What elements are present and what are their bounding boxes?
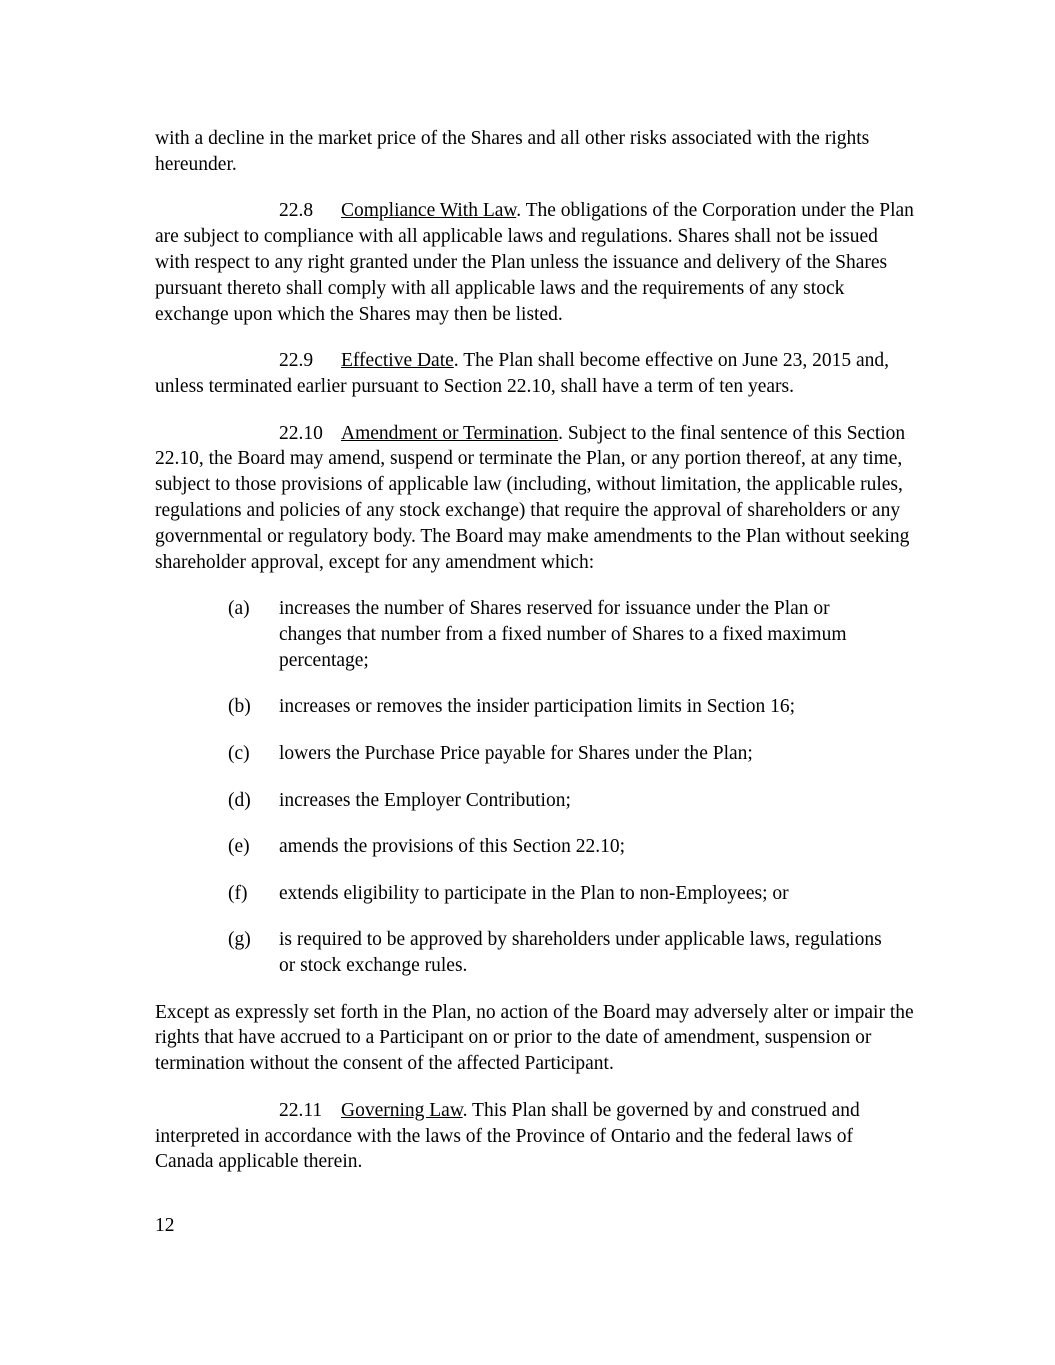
section-22-8 — [155, 198, 915, 327]
section-number: 22.10 — [279, 422, 323, 444]
list-item — [155, 834, 915, 860]
section-22-11 — [155, 1098, 915, 1175]
list-item-label: (f) — [228, 882, 248, 904]
list-item-label: (d) — [228, 789, 251, 811]
section-number: 22.8 — [279, 200, 314, 222]
list-item-text: increases the Employer Contribution; — [279, 789, 571, 811]
section-number: 22.11 — [279, 1099, 323, 1121]
section-heading: Governing Law — [341, 1099, 463, 1121]
list-item-label: (e) — [228, 836, 250, 858]
section-heading: Amendment or Termination — [341, 422, 559, 444]
section-body: . The Plan shall become effective on June 23, 2015 and, unless terminated earlier pursuant to Section 22.10, shall have a term of ten years. — [155, 350, 890, 397]
list-item — [155, 741, 915, 767]
list-item — [155, 694, 915, 720]
document-page — [155, 126, 915, 1196]
list-item — [155, 788, 915, 814]
list-item-label: (c) — [228, 742, 250, 764]
section-22-10 — [155, 421, 915, 576]
list-item — [155, 881, 915, 907]
section-22-9 — [155, 348, 915, 400]
list-item-text: extends eligibility to participate in the Plan to non-Employees; or — [279, 882, 789, 904]
list-item-text: amends the provisions of this Section 22.10; — [279, 836, 626, 858]
page-number: 12 — [155, 1215, 175, 1236]
list-item — [155, 927, 915, 979]
intro-paragraph: with a decline in the market price of the Shares and all other risks associated with the rights hereunder. — [155, 128, 870, 175]
list-item-label: (b) — [228, 696, 251, 718]
list-item — [155, 596, 915, 673]
section-number: 22.9 — [279, 350, 314, 372]
list-item-text: increases the number of Shares reserved for issuance under the Plan or changes that number from a fixed number of Shares to a fixed maximum percentage; — [279, 598, 847, 671]
section-body: . This Plan shall be governed by and construed and interpreted in accordance with the laws of the Province of Ontario and the federal laws of Canada applicable therein. — [155, 1099, 860, 1173]
list-item-text: is required to be approved by shareholders under applicable laws, regulations or stock exchange rules. — [279, 929, 882, 977]
section-heading: Compliance With Law — [341, 200, 517, 222]
amendment-list — [155, 596, 915, 979]
section-body: . The obligations of the Corporation under the Plan are subject to compliance with all applicable laws and regulations. Shares shall not be issued with respect to any right granted under the Plan unless the issuance and delivery of the Shares pursuant thereto shall comply with all applicable laws and the requirements of any stock exchange upon which the Shares may then be listed. — [155, 200, 914, 325]
list-item-label: (g) — [228, 929, 251, 951]
section-body: . Subject to the final sentence of this Section 22.10, the Board may amend, suspend or terminate the Plan, or any portion thereof, at any time, subject to those provisions of applicable law (including, without limitation, the applicable rules, regulations and policies of any stock exchange) that require the approval of shareholders or any governmental or regulatory body. The Board may make amendments to the Plan without seeking shareholder approval, except for any amendment which: — [155, 422, 910, 573]
section-heading: Effective Date — [341, 350, 454, 372]
list-item-label: (a) — [228, 598, 250, 620]
list-item-text: increases or removes the insider participation limits in Section 16; — [279, 696, 796, 718]
list-item-text: lowers the Purchase Price payable for Shares under the Plan; — [279, 742, 753, 764]
after-list-paragraph: Except as expressly set forth in the Plan, no action of the Board may adversely alter or impair the rights that have accrued to a Participant on or prior to the date of amendment, suspension or termination without the consent of the affected Participant. — [155, 1001, 914, 1075]
